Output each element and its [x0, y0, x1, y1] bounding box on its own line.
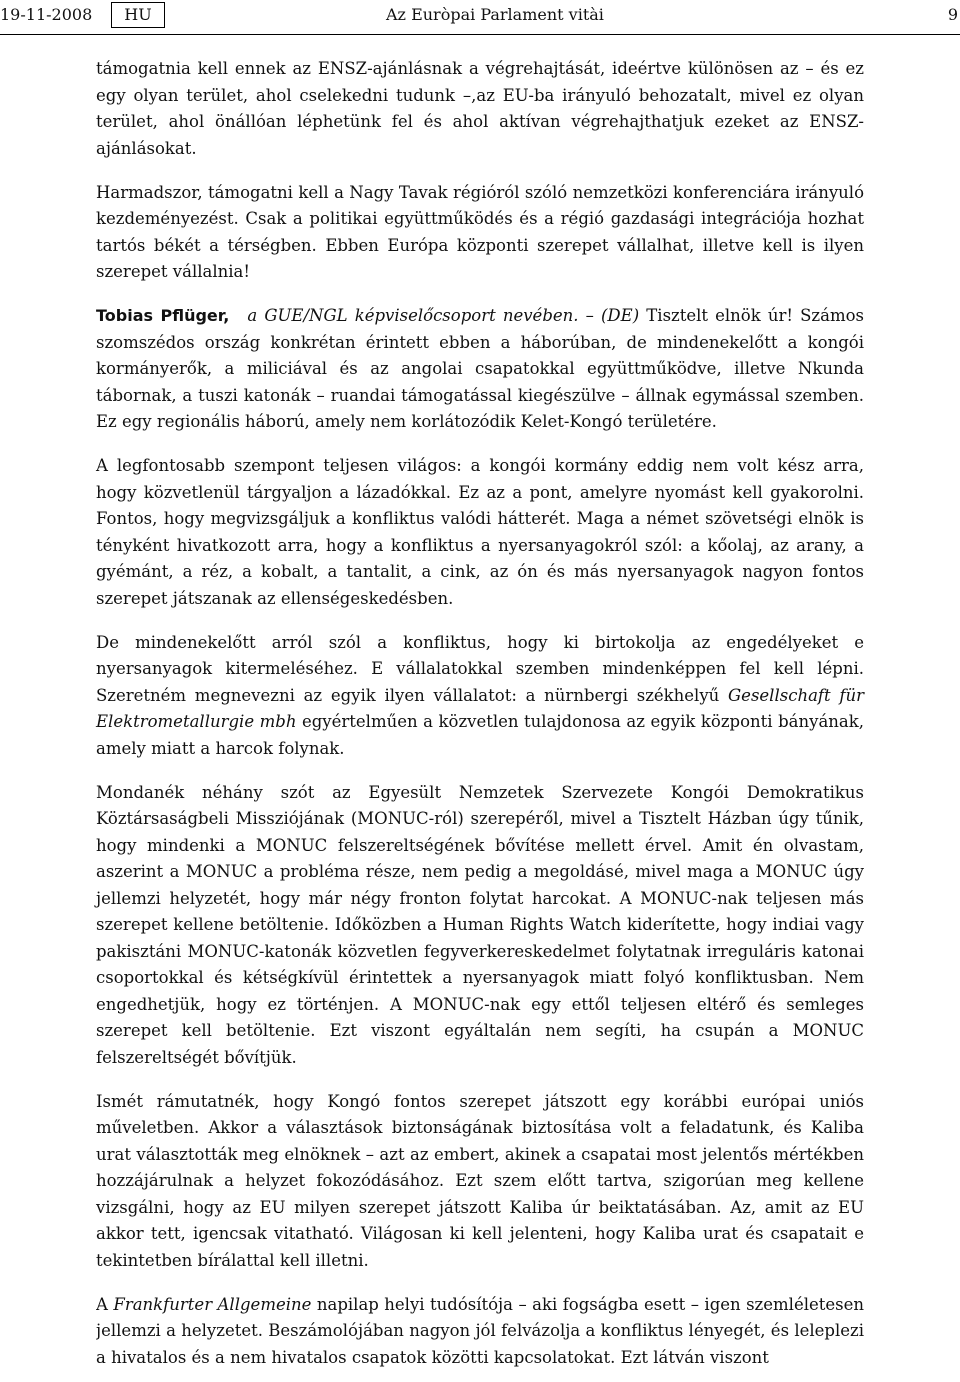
paragraph-5-end: egyértelműen a közvetlen tulajdonosa az egyik központi bányának, amely miatt a harcok folynak.: [96, 712, 864, 758]
paragraph-5-start: De mindenekelőtt arról szól a konfliktus, hogy ki birtokolja az engedélyeket e nyersanyagok kitermeléséhez. E vállalatokkal szemben mindenképpen fel kell lépni. Szeretném megnevezni az egyik ilyen vállalatot: a nürnbergi székhelyű: [96, 632, 864, 705]
speaker-language: (DE): [601, 306, 640, 325]
paragraph-1: támogatnia kell ennek az ENSZ-ajánlásnak a végrehajtását, ideértve különösen az – és ez egy olyan terület, ahol cselekedni tudunk –,az EU-ba irányuló behozatalt, mivel ez olyan terület, ahol önállóan léphetünk fel és ahol aktívan végrehajthatjuk ezeket az ENSZ-ajánlásokat.: [96, 59, 864, 158]
newspaper-name: Frankfurter Allgemeine: [113, 1294, 312, 1314]
journal-title: Az Euròpai Parlament vitài: [386, 5, 604, 24]
header-date: 19-11-2008: [0, 5, 93, 24]
paragraph-8-rest: napilap helyi tudósítója – aki fogságba esett – igen szemléletesen jellemzi a helyzetet. Beszámolójában nagyon jól felvázolja a konfliktus lényegét, és leleplezi a hivatalos és a nem hivatalos csapatok közötti kapcsolatokat. Ezt látván viszont: [96, 1294, 864, 1367]
document-body: [96, 56, 864, 1376]
company-name: Gesellschaft für Elektrometallurgie mbh: [96, 685, 864, 731]
page-number: 9: [947, 5, 958, 24]
paragraph-2: Harmadszor, támogatni kell a Nagy Tavak régióról szóló nemzetközi konferenciára irányuló kezdeményezést. Csak a politikai együttműködés és a régió gazdasági integrációja hozhat tartós békét a térségben. Ebben Európa központi szerepet vállalhat, illetve kell is ilyen szerepet vállalnia!: [96, 182, 864, 281]
speech-text: Tisztelt elnök úr! Számos szomszédos ország konkrétan érintett ebben a háborúban, de mindenekelőtt a kongói kormányerők, a miliciával és az angolai csapatokkal együttműködve, illetve Nkunda tábornak, a tuszi katonák – ruandai támogatással kiegészülve – állnak egymással szemben. Ez egy regionális háború, amely nem korlátozódik Kelet-Kongó területére.: [96, 306, 864, 431]
paragraph-7: Ismét rámutatnék, hogy Kongó fontos szerepet játszott egy korábbi európai uniós műveletben. Akkor a választások biztonságának biztosítása volt a feladatunk, és Kaliba urat választották meg elnöknek – azt az embert, akinek a csapatai most jelentős mértékben hozzájárulnak a helyzet fokozódásához. Ezt szem előtt tartva, szigorúan meg kellene vizsgálni, hogy az EU milyen szerepet játszott Kaliba úr beiktatásában. Az, amit az EU akkor tett, igencsak vitatható. Világosan ki kell jelenteni, hogy Kaliba urat és csapatait e tekintetben bírálattal kell illetni.: [96, 1091, 864, 1270]
speaker-role: a GUE/NGL képviselőcsoport nevében.: [247, 306, 579, 325]
paragraph-8-start: A: [96, 1294, 108, 1314]
paragraph-speaker-pfluger: Tobias Pflüger, a GUE/NGL képviselőcsoport nevében. – (DE) Tisztelt elnök úr! Számos szomszédos ország konkrétan érintett ebben a háborúban, de mindenekelőtt a kongói kormányerők, a miliciával és az angolai csapatokkal együttműködve, illetve Nkunda tábornak, a tuszi katonák – ruandai támogatással kiegészülve – állnak egymással szemben. Ez egy regionális háború, amely nem korlátozódik Kelet-Kongó területére.: [96, 306, 864, 431]
speaker-name: Tobias Pflüger,: [96, 306, 230, 325]
paragraph-8: [96, 1292, 864, 1376]
page-header: [0, 0, 960, 35]
paragraph-6: Mondanék néhány szót az Egyesült Nemzetek Szervezete Kongói Demokratikus Köztársaságbeli Missziójának (MONUC-ról) szerepéről, mivel a Tisztelt Házban úgy tűnik, hogy mindenki a MONUC felszereltségének bővítése mellett érvel. Amit én olvastam, aszerint a MONUC a probléma része, nem pedig a megoldásé, mivel maga a MONUC úgy jellemzi helyzetét, hogy már négy fronton folytat harcokat. A MONUC-nak teljesen más szerepet kellene betöltenie. Időközben a Human Rights Watch kiderítette, hogy indiai vagy pakisztáni MONUC-katonák közvetlen fegyverkereskedelmet folytatnak irreguláris katonai csoportokkal és kétségkívül érintettek a nyersanyagok miatt folyó konfliktusban. Nem engedhetjük, hogy ez történjen. A MONUC-nak egy ettől teljesen eltérő és semleges szerepet kell betöltenie. Ezt viszont egyáltalán nem segíti, ha csupán a MONUC felszereltségét bővítjük.: [96, 782, 864, 1067]
language-code-box: HU: [111, 2, 165, 28]
paragraph-4: A legfontosabb szempont teljesen világos: a kongói kormány eddig nem volt kész arra, hogy közvetlenül tárgyaljon a lázadókkal. Ez az a pont, amelyre nyomást kell gyakorolni. Fontos, hogy megvizsgáljuk a konfliktus valódi hátterét. Maga a német szövetségi elnök is tényként hivatkozott arra, hogy a konfliktus a nyersanyagokról szól: a kőolaj, az arany, a gyémánt, a réz, a kobalt, a tantalit, a cink, az ón és más nyersanyagok nagyon fontos szerepet játszanak az ellenségeskedésben.: [96, 456, 864, 608]
paragraph-5: [96, 630, 864, 763]
